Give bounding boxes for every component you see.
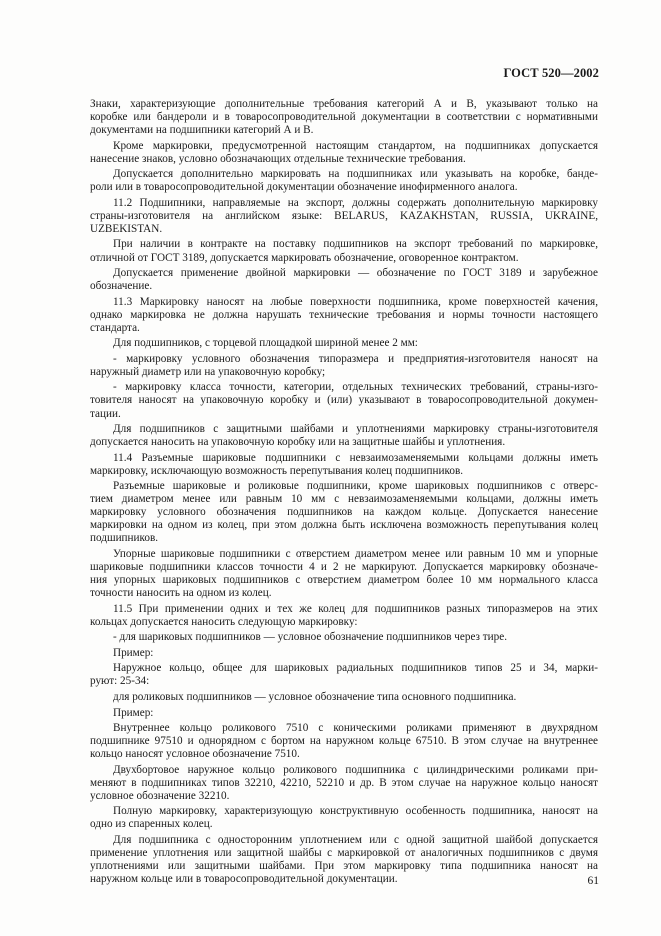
text-line: Кроме маркировки, предусмотренной настоящим стандартом, на подшипниках допускается [113,139,598,152]
text-line: шариковые подшипники классов точности 4 и 2 не маркируют. Допускается маркировку обозначе- [90,561,598,574]
paragraph [90,296,598,335]
text-line: подшипников. [90,532,159,545]
text-line: условное обозначение 32210. [90,789,230,802]
text-line: наружный диаметр или на упаковочную коробку; [90,365,326,378]
paragraph [90,647,598,660]
text-line: обозначение. [90,280,153,293]
paragraph [90,238,598,264]
paragraph [90,337,598,350]
document-body [90,98,598,889]
text-line: ния упорных шариковых подшипников с отверстием диаметром более 10 мм нормального класса [90,574,598,587]
text-line: применение уплотнения или защитной шайбы с маркировкой от аналогичных подшипников с двумя [90,846,598,859]
paragraph [90,353,598,379]
paragraph [90,805,598,831]
text-line: наружном кольце или в товаросопроводительной документации. [90,873,398,886]
text-line: Наружное кольцо, общее для шариковых радиальных подшипников типов 25 и 34, марки- [113,662,598,675]
text-line: Двухбортовое наружное кольцо роликового подшипника с цилиндрическими роликами при- [113,763,598,776]
text-line: 11.2 Подшипники, направляемые на экспорт, должны содержать дополнительную маркировку [113,196,598,209]
text-line: маркировки на одном из колец, при этом должна быть исключена возможность перепутывания колец [90,519,598,532]
paragraph [90,691,598,704]
paragraph [90,662,598,688]
paragraph [90,168,598,194]
text-line: 11.5 При применении одних и тех же колец для подшипников разных типоразмеров на этих [113,602,598,615]
text-line: нанесение знаков, условно обозначающих отдельные технические требования. [90,152,466,165]
text-line: меняют в подшипниках типов 32210, 42210, 52210 и др. В этом случае на наружное кольцо наносят [90,776,598,789]
paragraph [90,98,598,137]
text-line: одно из спаренных колец. [90,818,213,831]
text-line: Разъемные шариковые и роликовые подшипники, кроме шариковых подшипников с отверс- [113,480,598,493]
text-line: - маркировку условного обозначения типоразмера и предприятия-изготовителя наносят на [113,352,598,365]
text-line: Внутреннее кольцо роликового 7510 с коническими роликами применяют в двухрядном [113,722,598,735]
text-line: Допускается дополнительно маркировать на подшипниках или указывать на коробке, банде- [113,168,598,181]
paragraph [90,452,598,478]
text-line: подшипнике 97510 и однорядном с бортом на наружном кольце 67510. В этом случае на внутреннее [90,735,598,748]
paragraph [90,603,598,629]
paragraph [90,764,598,803]
text-line: Знаки, характеризующие дополнительные требования категорий А и В, указывают только на [90,98,598,110]
paragraph [90,197,598,236]
paragraph [90,834,598,886]
paragraph [90,140,598,166]
text-line: допускается наносить на упаковочную коробку или на защитные шайбы и уплотнения. [90,436,506,449]
text-line: UZBEKISTAN. [90,222,163,235]
text-line: Для подшипника с односторонним уплотнением или с одной защитной шайбой допускается [113,833,598,846]
text-line: Для подшипников с защитными шайбами и уплотнениями маркировку страны-изготовителя [113,423,598,436]
text-line: маркировку условного обозначения подшипников на каждом кольце. Допускается нанесение [90,506,598,519]
text-line: точности наносить на одном из колец. [90,587,272,600]
text-line: отличной от ГОСТ 3189, допускается маркировать обозначение, оговоренное контрактом. [90,251,519,264]
text-line: Допускается применение двойной маркировки — обозначение по ГОСТ 3189 и зарубежное [113,267,598,280]
text-line: тием диаметром менее или равным 10 мм с невзаимозаменяемыми кольцами, должны иметь [90,493,598,506]
text-line: уплотнениями или защитными шайбами. При этом маркировку типа подшипника наносят на [90,860,598,873]
text-line: страны-изготовителя на английском языке: BELARUS, KAZAKHSTAN, RUSSIA, UKRAINE, [90,209,598,222]
text-line: роли или в товаросопроводительной документации обозначение инофирменного аналога. [90,181,518,194]
text-line: товителя наносят на упаковочную коробку и (или) указывают в товаросопроводительной докумен- [90,394,598,407]
paragraph [90,480,598,545]
text-line: Полную маркировку, характеризующую конструктивную особенность подшипника, наносят на [113,805,598,818]
paragraph [90,722,598,761]
text-line: коробке или бандероли и в товаросопроводительной документации в соответствии с нормативными [90,111,598,124]
text-line: руют: 25-34: [90,675,150,688]
text-line: для роликовых подшипников — условное обозначение типа основного подшипника. [113,690,517,703]
text-line: 11.4 Разъемные шариковые подшипники с невзаимозаменяемыми кольцами должны иметь [113,451,598,464]
text-line: однако маркировка не должна нарушать технические требования и нормы точности настоящего [90,308,598,321]
text-line: Пример: [113,706,154,719]
text-line: стандарта. [90,321,140,334]
text-line: документами на подшипники категорий А и В. [90,124,314,137]
paragraph [90,707,598,720]
paragraph [90,631,598,644]
paragraph [90,423,598,449]
text-line: кольцо наносят условное обозначение 7510. [90,748,300,761]
text-line: Пример: [113,646,154,659]
text-line: маркировку, исключающую возможность перепутывания колец подшипников. [90,464,464,477]
paragraph [90,381,598,420]
page-number: 61 [587,875,599,887]
text-line: Для подшипников, с торцевой площадкой шириной менее 2 мм: [113,337,418,350]
text-line: При наличии в контракте на поставку подшипников на экспорт требований по маркировке, [113,238,598,251]
paragraph [90,548,598,600]
text-line: 11.3 Маркировку наносят на любые поверхности подшипника, кроме поверхностей качения, [113,295,598,308]
text-line: кольцах допускается наносить следующую маркировку: [90,615,358,628]
document-header: ГОСТ 520—2002 [503,66,599,80]
paragraph [90,267,598,293]
text-line: тации. [90,407,121,420]
text-line: - маркировку класса точности, категории, отдельных технических требований, страны-изго- [113,381,598,394]
text-line: - для шариковых подшипников — условное обозначение подшипников через тире. [113,631,508,644]
text-line: Упорные шариковые подшипники с отверстием диаметром менее или равным 10 мм и упорные [113,548,598,560]
